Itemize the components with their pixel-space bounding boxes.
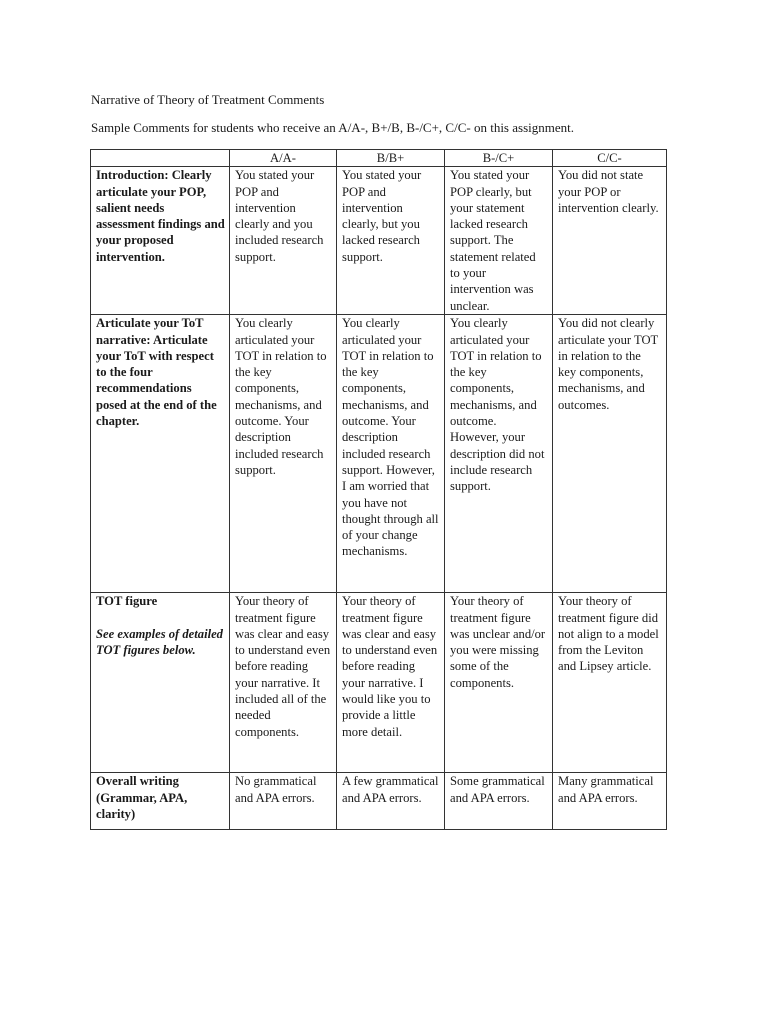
criterion-title: Introduction: Clearly articulate your POP, salient needs assessment findings and your proposed intervention.: [96, 168, 225, 264]
rubric-table: [90, 149, 667, 830]
table-row: [91, 773, 667, 830]
criterion-title: Overall writing (Grammar, APA, clarity): [96, 774, 188, 821]
criterion-note: See examples of detailed TOT figures below.: [96, 626, 223, 657]
comment-cell: You clearly articulated your TOT in relation to the key components, mechanisms, and outcome. However, your description did not include research support.: [445, 315, 553, 593]
document-subtitle: Sample Comments for students who receive an A/A-, B+/B, B-/C+, C/C- on this assignment.: [91, 120, 574, 135]
criterion-title: Articulate your ToT narrative: Articulate your ToT with respect to the four recommendations posed at the end of the chapter.: [96, 316, 217, 429]
header-row: [91, 150, 667, 167]
criterion-cell: [91, 315, 230, 593]
header-cell-grade-bc: B-/C+: [445, 150, 553, 167]
criterion-title: TOT figure: [96, 594, 158, 609]
comment-cell: Your theory of treatment figure was clear and easy to understand even before reading your narrative. I would like you to provide a little more detail.: [337, 593, 445, 773]
criterion-cell: [91, 773, 230, 830]
table-row: [91, 593, 667, 773]
comment-cell: Your theory of treatment figure was unclear and/or you were missing some of the components.: [445, 593, 553, 773]
document-title: Narrative of Theory of Treatment Comments: [91, 92, 325, 107]
comment-cell: You stated your POP and intervention clearly, but you lacked research support.: [337, 167, 445, 315]
header-cell-criteria: [91, 150, 230, 167]
comment-cell: No grammatical and APA errors.: [230, 773, 337, 830]
table-row: [91, 315, 667, 593]
comment-cell: Many grammatical and APA errors.: [553, 773, 667, 830]
comment-cell: Your theory of treatment figure did not align to a model from the Leviton and Lipsey article.: [553, 593, 667, 773]
table-row: [91, 167, 667, 315]
comment-cell: You stated your POP and intervention clearly and you included research support.: [230, 167, 337, 315]
comment-cell: You did not clearly articulate your TOT in relation to the key components, mechanisms, and outcomes.: [553, 315, 667, 593]
criterion-cell: [91, 593, 230, 773]
comment-cell: You clearly articulated your TOT in relation to the key components, mechanisms, and outcome. Your description included research support.: [230, 315, 337, 593]
criterion-cell: [91, 167, 230, 315]
comment-cell: A few grammatical and APA errors.: [337, 773, 445, 830]
header-cell-grade-c: C/C-: [553, 150, 667, 167]
comment-cell: Some grammatical and APA errors.: [445, 773, 553, 830]
comment-cell: You clearly articulated your TOT in relation to the key components, mechanisms, and outcome. Your description included research support. However, I am worried that you have not thought through all of your change mechanisms.: [337, 315, 445, 593]
comment-cell: Your theory of treatment figure was clear and easy to understand even before reading your narrative. It included all of the needed components.: [230, 593, 337, 773]
header-cell-grade-b: B/B+: [337, 150, 445, 167]
header-cell-grade-a: A/A-: [230, 150, 337, 167]
comment-cell: You stated your POP clearly, but your statement lacked research support. The statement related to your intervention was unclear.: [445, 167, 553, 315]
comment-cell: You did not state your POP or intervention clearly.: [553, 167, 667, 315]
